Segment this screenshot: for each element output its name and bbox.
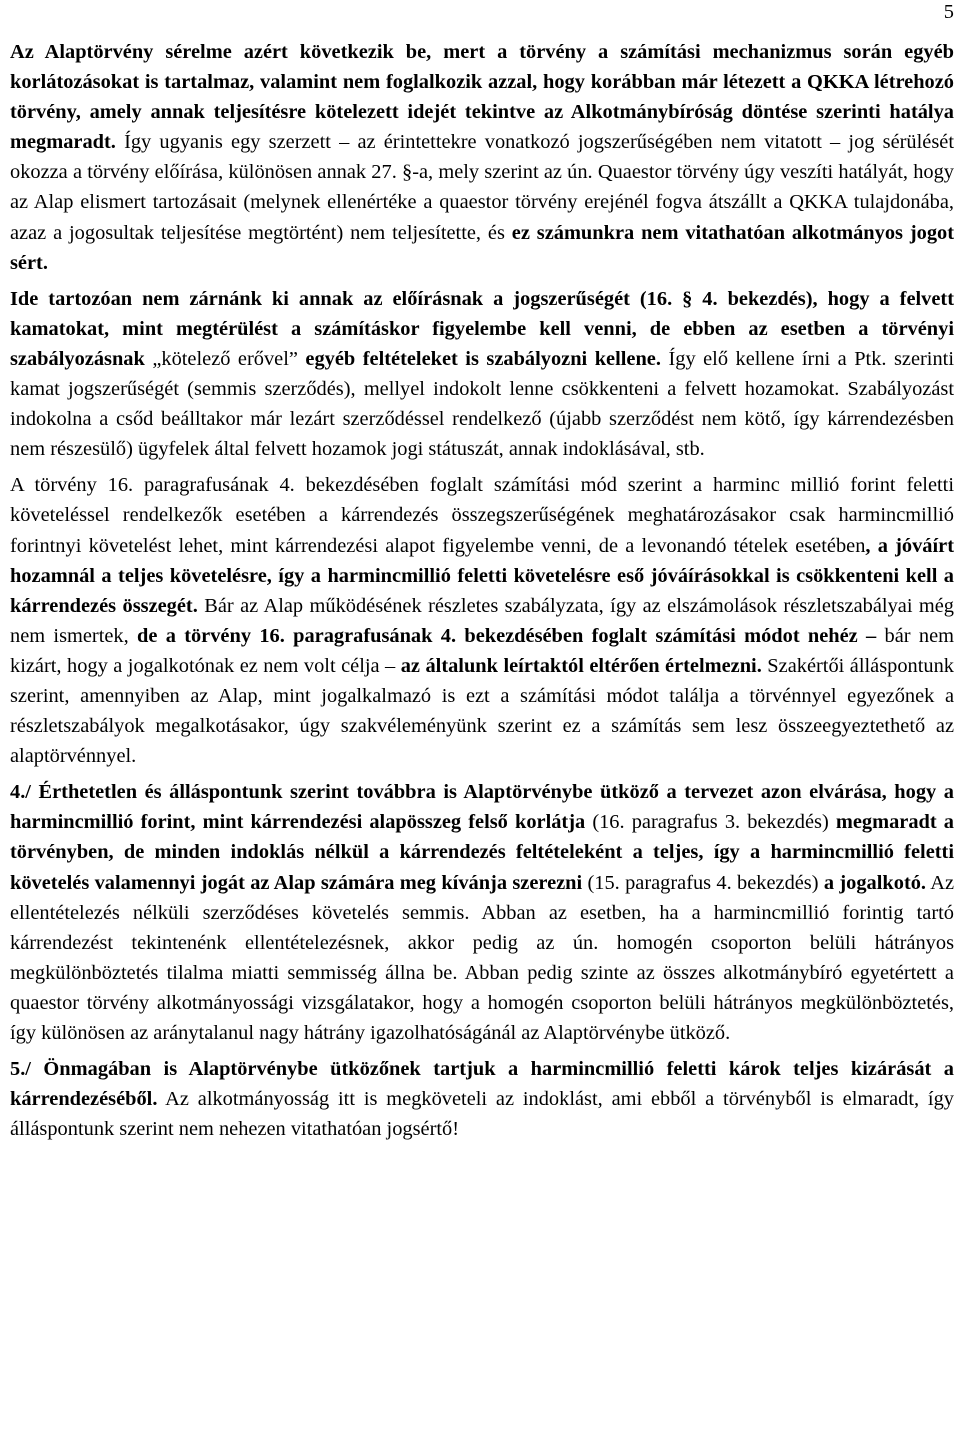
text-span: Az alkotmányosság itt is megköveteli az indoklást, ami ebből a törvényből is elmaradt, így álláspontunk szerint nem nehezen vitathatóan jogsértő! — [10, 1088, 954, 1141]
bold-text-span: az általunk leírtaktól eltérően értelmezni. — [400, 654, 762, 677]
bold-text-span: de a törvény 16. paragrafusának 4. bekezdésében foglalt számítási módot nehéz – — [137, 624, 877, 647]
bold-text-span: Ide tartozóan nem zárnánk ki annak az előírásnak a jogszerűségét (16. § 4. bekezdés), hogy a felvett kamatokat, mint megtérülést a számításkor figyelembe kell venni, de ebben az esetben a törvényi szabályozásnak — [10, 287, 954, 370]
bold-text-span: , a jóváírt hozamnál a teljes követelésre, így a harmincmillió feletti követelésre eső jóváírásokkal is csökkenteni kell a kárrendezés összegét. — [10, 534, 954, 617]
text-span: Az ellentételezés nélküli szerződéses követelés semmis. Abban az esetben, ha a harmincmillió forintig tartó kárrendezést tekintenénk ellentételezésnek, akkor pedig az ún. homogén csoporton belüli hátrányos megkülönböztetés tilalma miatti semmisség állna be. Abban pedig szinte az összes alkotmánybíró egyetértett a quaestor törvény alkotmányossági vizsgálatakor, hogy a homogén csoporton belüli hátrányos megkülönböztetés, így különösen az aránytalanul nagy hátrány igazolhatóságánál az Alaptörvénybe ütköző. — [10, 871, 954, 1044]
text-span: Bár az Alap működésének részletes szabályzata, így az elszámolások részletszabályai még nem ismertek, — [10, 594, 955, 647]
text-span: Így elő kellene írni a Ptk. szerinti kamat jogszerűségét (semmis szerződés), mellyel indokolt lenne csökkenteni a felvett hozamokat. Szabályozást indokolna a csőd beálltakor már lezárt szerződéssel rendelkező (újabb szerződést nem kötő, így kárrendezésben nem részesülő) ügyfelek által felvett hozamok jogi státuszát, annak indoklásával, stb. — [10, 347, 955, 461]
bold-text-span: ez számunkra nem vitathatóan alkotmányos jogot sért. — [10, 221, 954, 274]
paragraph-p4 — [10, 777, 954, 1048]
text-span: A törvény 16. paragrafusának 4. bekezdésében foglalt számítási mód szerint a harminc millió forint feletti követeléssel rendelkezők esetében a kárrendezés összegszerűségének meghatározásakor csak harmincmillió forintnyi követelést lehet, mint kárrendezési alapot figyelembe venni, de a levonandó tételek esetében — [10, 474, 954, 557]
text-span: Szakértői álláspontunk szerint, amennyiben az Alap, mint jogalkalmazó is ezt a számítási módot találja a törvénnyel egyezőnek a részletszabályok megalkotásakor, úgy szakvéleményünk szerint ez a számítás sem lesz összeegyeztethető az alaptörvénnyel. — [10, 654, 954, 768]
text-span: (15. paragrafus 4. bekezdés) — [582, 871, 824, 894]
document-body — [10, 37, 954, 1144]
text-span: bár nem kizárt, hogy a jogalkotónak ez nem volt célja – — [10, 624, 954, 677]
bold-text-span: megmaradt a törvényben, de minden indoklás nélkül a kárrendezés feltételeként a teljes, így a harmincmillió feletti követelés valamennyi jogát az Alap számára meg kívánja szerezni — [10, 811, 954, 894]
paragraph-p2 — [10, 284, 954, 465]
text-span: (16. paragrafus 3. bekezdés) — [585, 811, 836, 834]
paragraph-p3 — [10, 470, 954, 771]
text-span: „kötelező erővel” — [152, 347, 298, 370]
page-number: 5 — [943, 1, 954, 23]
bold-text-span: a jogalkotó. — [823, 871, 927, 894]
text-span: Így ugyanis egy szerzett – az érintettekre vonatkozó jogszerűségében nem vitatott – jog sérülését okozza a törvény előírása, különösen annak 27. §-a, mely szerint az ún. Quaestor törvény úgy veszíti hatályát, hogy az Alap elismert tartozásait (melynek ellenértéke a quaestor törvény erejénél fogva átszállt a QKKA tulajdonába, azaz a jogosultak teljesítése megtörtént) nem teljesítette, és — [10, 131, 954, 244]
paragraph-p1 — [10, 37, 954, 278]
bold-text-span: 5./ Önmagában is Alaptörvénybe ütközőnek tartjuk a harmincmillió feletti károk teljes kizárását a kárrendezéséből. — [10, 1058, 954, 1111]
paragraph-p5 — [10, 1054, 954, 1144]
bold-text-span: Az Alaptörvény sérelme azért következik be, mert a törvény a számítási mechanizmus során egyéb korlátozásokat is tartalmaz, valamint nem foglalkozik azzal, hogy korábban már létezett a QKKA létrehozó törvény, amely annak teljesítésre kötelezett idejét tekintve az Alkotmánybíróság döntése szerinti hatálya megmaradt. — [10, 41, 954, 154]
bold-text-span: 4./ Érthetetlen és álláspontunk szerint továbbra is Alaptörvénybe ütköző a tervezet azon elvárása, hogy a harmincmillió forint, mint kárrendezési alapösszeg felső korlátja — [10, 781, 954, 834]
bold-text-span: egyéb feltételeket is szabályozni kellene. — [297, 347, 661, 370]
